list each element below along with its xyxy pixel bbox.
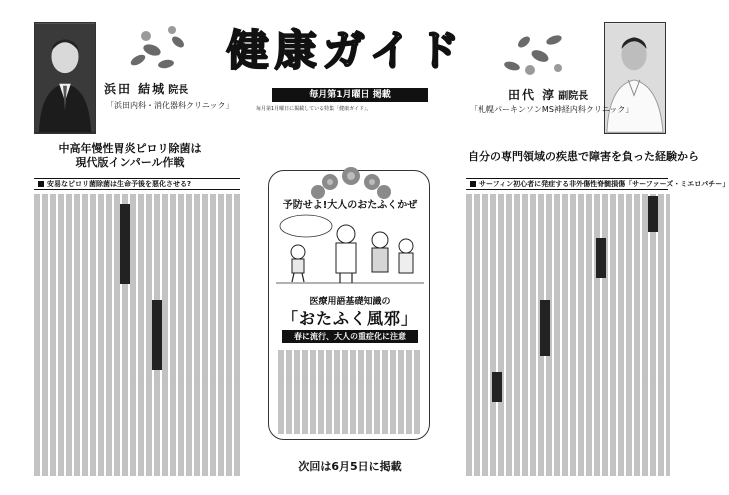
- intro-text: 毎月第1月曜日に掲載している特集「健康ガイド」。: [256, 106, 372, 112]
- square-bullet-icon: [470, 181, 476, 187]
- center-body-text-lines: [278, 350, 422, 434]
- center-logo: 予防せよ!大人のおたふくかぜ: [282, 200, 418, 211]
- right-body-text-lines: [466, 194, 670, 476]
- right-headline: 自分の専門領域の疾患で障害を負った経験から: [468, 150, 699, 163]
- right-section-title: サーフィン初心者に発症する非外傷性脊髄損傷「サーファーズ・ミエロパチー」: [479, 180, 729, 188]
- left-doctor-portrait: [34, 22, 96, 134]
- topic-title: 「おたふく風邪」: [281, 309, 418, 328]
- left-doctor-clinic: 「浜田内科・消化器科クリニック」: [106, 101, 234, 110]
- right-doctor-portrait: [604, 22, 666, 134]
- doctor-illustration: [276, 212, 424, 284]
- left-subhead-block-1: [120, 204, 130, 284]
- square-bullet-icon: [38, 181, 44, 187]
- basic-knowledge-label: 医療用語基礎知識の: [309, 297, 391, 307]
- male-portrait-icon: [35, 23, 95, 133]
- left-doctor-name-text: 浜田 結城: [104, 82, 167, 96]
- left-article-body: [34, 194, 240, 476]
- masthead-title: 健康ガイド: [226, 26, 466, 75]
- left-doctor-name: [104, 80, 188, 97]
- doctor-portrait-icon: [605, 23, 665, 133]
- next-issue-notice: 次回は6月5日に掲載: [298, 460, 402, 473]
- left-doctor-title: 院長: [168, 85, 189, 96]
- left-body-text-lines: [34, 194, 240, 476]
- left-headline-line-2: 現代版インパール作戦: [75, 156, 185, 169]
- left-headline-line-1: 中高年慢性胃炎ピロリ除菌は: [58, 142, 202, 155]
- right-doctor-clinic: 「札幌パーキンソンMS神経内科クリニック」: [470, 105, 634, 114]
- masthead: [126, 20, 566, 80]
- left-section-title: 安易なピロリ菌除菌は生命予後を悪化させる?: [47, 180, 192, 188]
- right-section-bar: [466, 178, 729, 190]
- right-subhead-block-1: [648, 196, 658, 232]
- right-subhead-block-4: [492, 372, 502, 402]
- left-section-bar: [34, 178, 240, 190]
- right-subhead-block-2: [596, 238, 606, 278]
- center-article-body: [278, 350, 422, 434]
- right-doctor-title: 副院長: [558, 91, 589, 102]
- right-doctor-name: [508, 86, 588, 103]
- topic-subtitle: 春に流行、大人の重症化に注意: [282, 330, 418, 343]
- schedule-badge: 毎月第1月曜日 掲載: [272, 88, 428, 102]
- right-subhead-block-3: [540, 300, 550, 356]
- left-subhead-block-2: [152, 300, 162, 370]
- left-headline: [40, 142, 220, 170]
- right-article-body: [466, 194, 670, 476]
- right-doctor-name-text: 田代 淳: [508, 88, 557, 102]
